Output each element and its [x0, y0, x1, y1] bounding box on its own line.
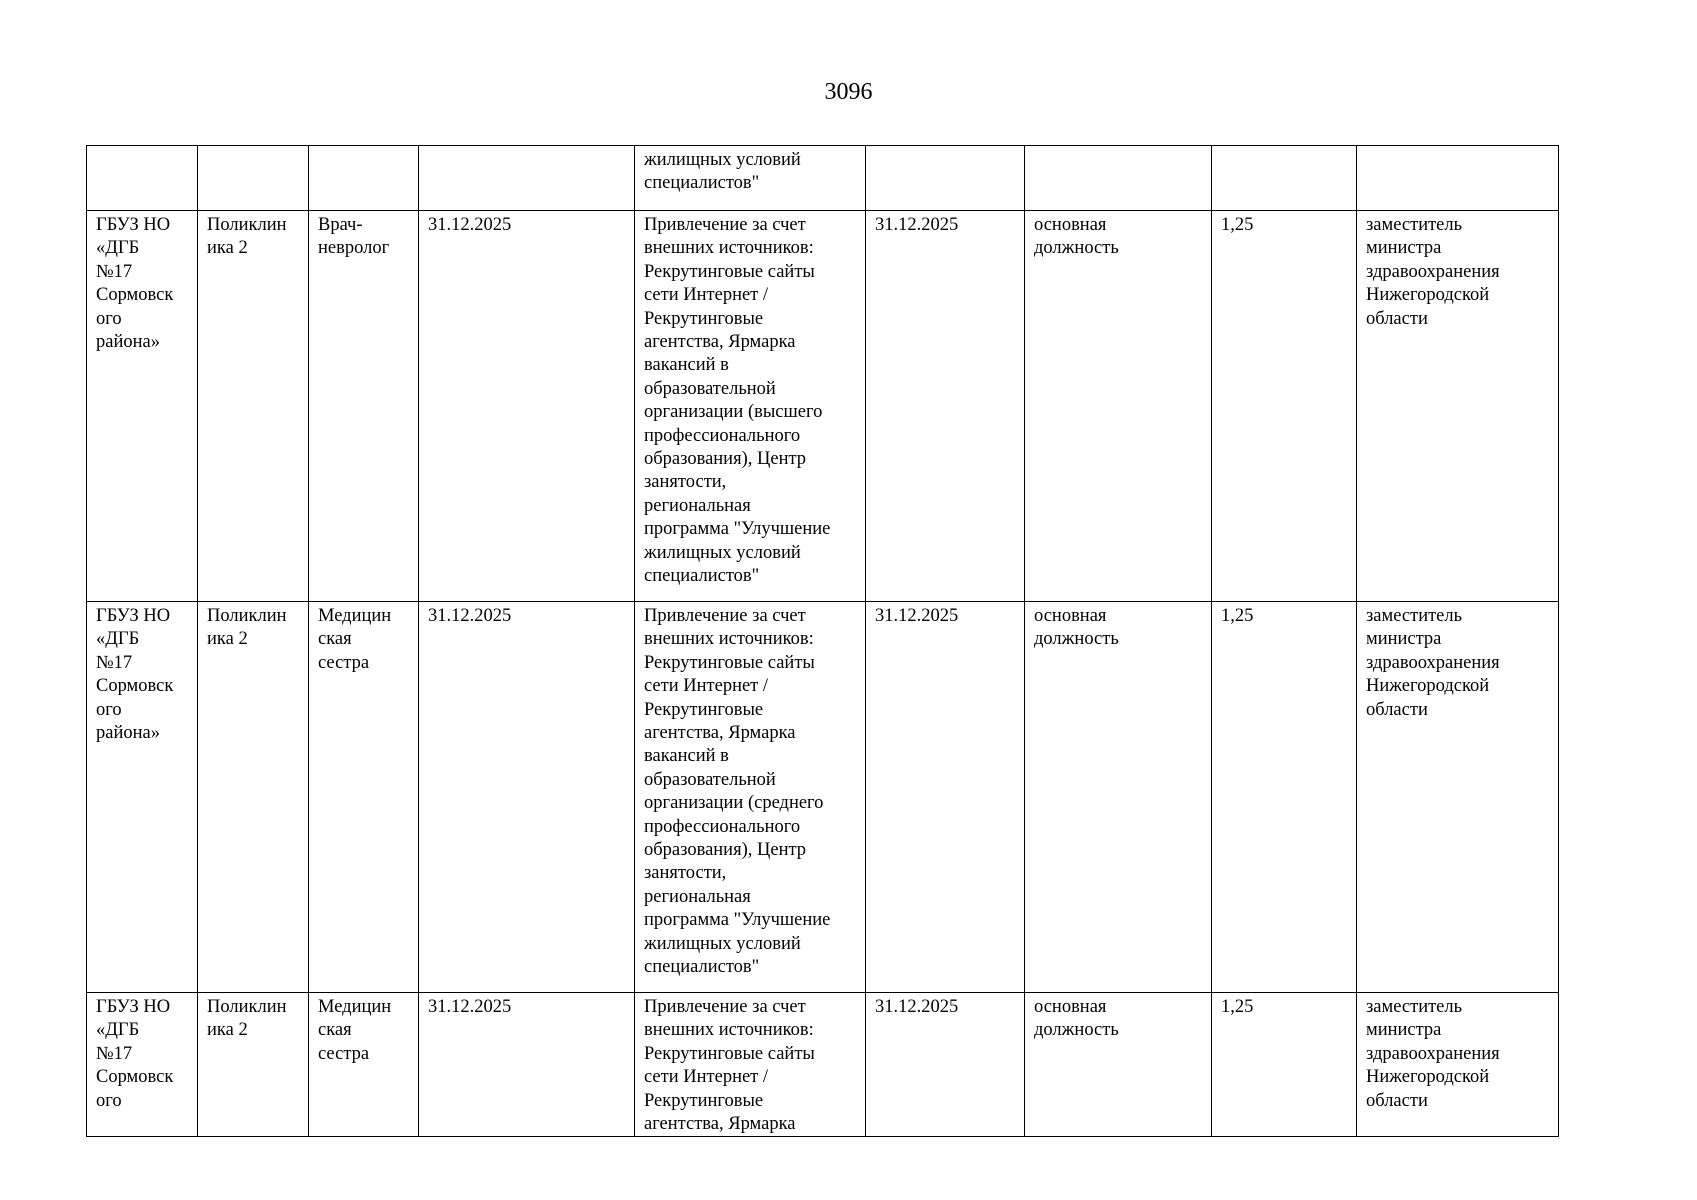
cell-method: жилищных условий специалистов" — [635, 146, 866, 211]
cell-position: Медицин ская сестра — [309, 602, 419, 993]
cell-position: Врач- невролог — [309, 211, 419, 602]
cell-position: Медицин ская сестра — [309, 993, 419, 1137]
cell-org: ГБУЗ НО «ДГБ №17 Сормовск ого — [87, 993, 198, 1137]
table-row — [87, 211, 1559, 602]
cell-unit: Поликлин ика 2 — [198, 211, 309, 602]
cell-type: основная должность — [1025, 602, 1212, 993]
cell-org — [87, 146, 198, 211]
table-row — [87, 602, 1559, 993]
cell-position — [309, 146, 419, 211]
cell-org: ГБУЗ НО «ДГБ №17 Сормовск ого района» — [87, 211, 198, 602]
cell-date2: 31.12.2025 — [866, 211, 1025, 602]
page-number: 3096 — [824, 79, 873, 105]
table-row — [87, 146, 1559, 211]
cell-responsible — [1357, 146, 1559, 211]
cell-method: Привлечение за счет внешних источников: Рекрутинговые сайты сети Интернет / Рекрутинговые агентства, Ярмарка вакансий в образовательной организации (среднего профессионального образования), Центр занятости, региональная программа "Улучшение жилищных условий специалистов" — [635, 602, 866, 993]
cell-date1: 31.12.2025 — [419, 602, 635, 993]
cell-date1 — [419, 146, 635, 211]
cell-responsible: заместитель министра здравоохранения Нижегородской области — [1357, 602, 1559, 993]
cell-date2 — [866, 146, 1025, 211]
cell-org: ГБУЗ НО «ДГБ №17 Сормовск ого района» — [87, 602, 198, 993]
cell-date1: 31.12.2025 — [419, 211, 635, 602]
cell-type — [1025, 146, 1212, 211]
staffing-table — [86, 145, 1559, 1137]
cell-rate: 1,25 — [1212, 602, 1357, 993]
cell-type: основная должность — [1025, 211, 1212, 602]
cell-date2: 31.12.2025 — [866, 602, 1025, 993]
cell-method: Привлечение за счет внешних источников: Рекрутинговые сайты сети Интернет / Рекрутинговые агентства, Ярмарка вакансий в образовательной организации (высшего профессионального образования), Центр занятости, региональная программа "Улучшение жилищных условий специалистов" — [635, 211, 866, 602]
cell-responsible: заместитель министра здравоохранения Нижегородской области — [1357, 993, 1559, 1137]
cell-rate — [1212, 146, 1357, 211]
cell-responsible: заместитель министра здравоохранения Нижегородской области — [1357, 211, 1559, 602]
cell-unit: Поликлин ика 2 — [198, 993, 309, 1137]
cell-method: Привлечение за счет внешних источников: Рекрутинговые сайты сети Интернет / Рекрутинговые агентства, Ярмарка — [635, 993, 866, 1137]
cell-type: основная должность — [1025, 993, 1212, 1137]
cell-unit — [198, 146, 309, 211]
cell-rate: 1,25 — [1212, 993, 1357, 1137]
cell-unit: Поликлин ика 2 — [198, 602, 309, 993]
cell-rate: 1,25 — [1212, 211, 1357, 602]
cell-date2: 31.12.2025 — [866, 993, 1025, 1137]
table-row — [87, 993, 1559, 1137]
cell-date1: 31.12.2025 — [419, 993, 635, 1137]
